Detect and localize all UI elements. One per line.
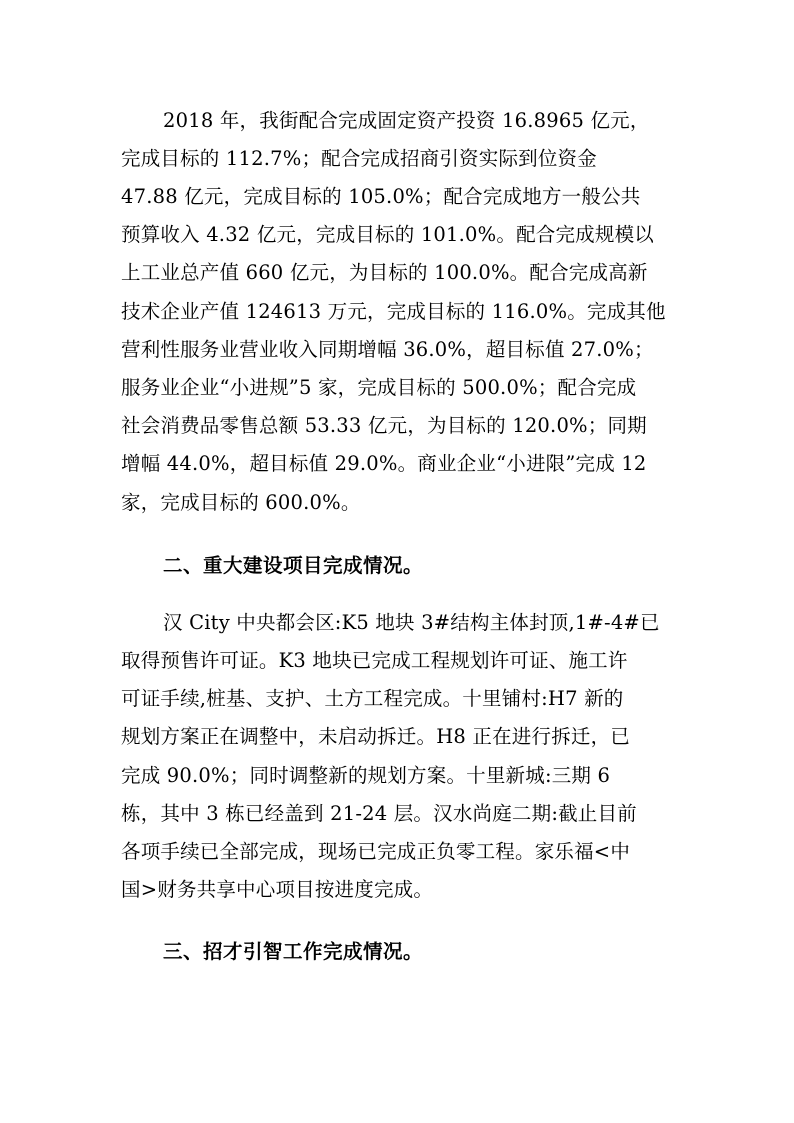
paragraph-line: 取得预售许可证。K3 地块已完成工程规划许可证、施工许 — [121, 649, 628, 672]
paragraph-line: 服务业企业“小进规”5 家，完成目标的 500.0%；配合完成 — [121, 376, 637, 399]
paragraph-line: 预算收入 4.32 亿元，完成目标的 101.0%。配合完成规模以 — [121, 223, 654, 246]
paragraph-line: 2018 年，我街配合完成固定资产投资 16.8965 亿元， — [163, 109, 650, 132]
paragraph-line: 可证手续,桩基、支护、土方工程完成。十里铺村:H7 新的 — [121, 687, 624, 710]
section-heading-major-projects: 二、重大建设项目完成情况。 — [163, 554, 424, 577]
paragraph-line: 规划方案正在调整中，未启动拆迁。H8 正在进行拆迁，已 — [121, 725, 631, 748]
paragraph-line: 各项手续已全部完成，现场已完成正负零工程。家乐福<中 — [121, 840, 631, 863]
paragraph-line: 增幅 44.0%，超目标值 29.0%。商业企业“小进限”完成 12 — [121, 452, 647, 475]
paragraph-line: 技术企业产值 124613 万元，完成目标的 116.0%。完成其他 — [121, 300, 666, 323]
paragraph-line: 上工业总产值 660 亿元，为目标的 100.0%。配合完成高新 — [121, 261, 648, 284]
paragraph-line: 完成目标的 112.7%；配合完成招商引资实际到位资金 — [121, 147, 597, 170]
paragraph-line: 汉 City 中央都会区:K5 地块 3#结构主体封顶,1#-4#已 — [163, 611, 660, 634]
paragraph-line: 47.88 亿元，完成目标的 105.0%；配合完成地方一般公共 — [121, 185, 641, 208]
paragraph-line: 家，完成目标的 600.0%。 — [121, 491, 361, 514]
paragraph-line: 完成 90.0%；同时调整新的规划方案。十里新城:三期 6 — [121, 764, 611, 787]
paragraph-line: 国>财务共享中心项目按进度完成。 — [121, 878, 434, 901]
paragraph-line: 营利性服务业营业收入同期增幅 36.0%，超目标值 27.0%； — [121, 338, 654, 361]
section-heading-talent-recruitment: 三、招才引智工作完成情况。 — [163, 940, 424, 963]
paragraph-line: 栋，其中 3 栋已经盖到 21-24 层。汉水尚庭二期:截止目前 — [121, 802, 637, 825]
paragraph-line: 社会消费品零售总额 53.33 亿元，为目标的 120.0%；同期 — [121, 414, 647, 437]
